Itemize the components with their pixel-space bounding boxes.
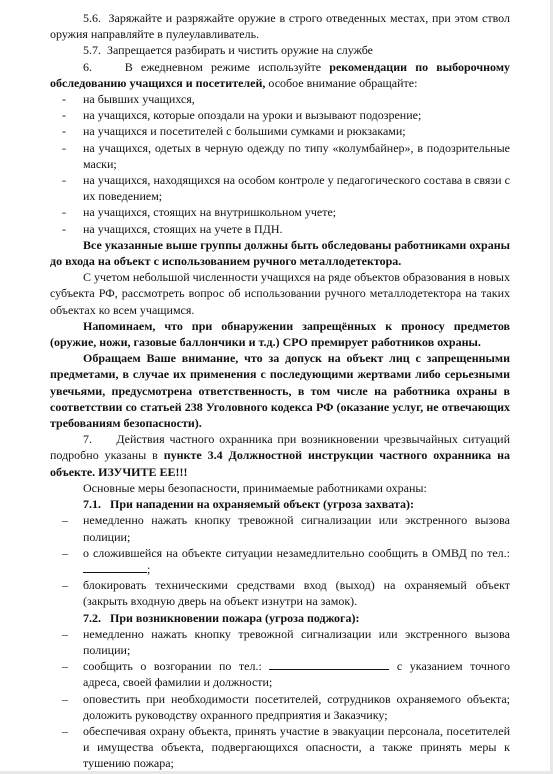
small-numbers-paragraph: С учетом небольшой численности учащихся на ряде объектов образования в новых субъекта РФ, рассмотреть вопрос об использовании ручного металлодетектора на таких объектах ко всем учащимся. (50, 270, 510, 317)
attention-list-item-text: на учащихся, стоящих на учете в ПДН. (83, 221, 283, 236)
bullet-marker: - (62, 140, 66, 155)
bonus-reminder: Напоминаем, что при обнаружении запрещённых к проносу предметов (оружие, ножи, газовые баллончики и т.д.) СРО премирует работников охраны. (50, 318, 510, 350)
paragraph-6 (50, 59, 510, 91)
paragraph-6-lead: 6. В ежедневном режиме используйте (83, 59, 330, 74)
dash-marker: – (62, 691, 68, 706)
attention-list-item (50, 107, 510, 123)
s72-item-3-text: оповестить при необходимости посетителей, сотрудников охраняемого объекта; доложить руководству охранного предприятия и Заказчику; (83, 691, 510, 722)
dash-marker: – (62, 545, 68, 560)
attention-list-item-text: на учащихся, одетых в черную одежду по типу «колумбайнер», в подозрительные маски; (83, 140, 510, 171)
dash-marker: – (62, 626, 68, 641)
bullet-marker: - (62, 108, 66, 123)
section-7-2-title: 7.2. При возникновении пожара (угроза поджога): (83, 610, 360, 625)
paragraph-6-bold: рекомендации по выборочному обследованию учащихся и посетителей, (50, 59, 510, 90)
s72-item-4 (50, 723, 510, 772)
s72-item-2-tail: с указанием точного адреса, своей фамилии и должности; (83, 659, 510, 690)
attention-list-item (50, 140, 510, 172)
attention-list-item-text: на учащихся, которые опоздали на уроки и вызывают подозрение; (83, 108, 422, 123)
s72-item-3 (50, 691, 510, 723)
s72-item-2-line (83, 658, 510, 690)
s71-item-1 (50, 512, 510, 544)
s72-item-4-text: обеспечивая охрану объекта, принять участие в эвакуации персонала, посетителей и имущества объекта, подвергающихся опасности, а также принять меры к тушению пожара; (83, 723, 510, 771)
attention-list-item-text: на учащихся, находящихся на особом контроле у педагогического состава в связи с их поведением; (83, 173, 510, 204)
basic-measures-heading: Основные меры безопасности, принимаемые работниками охраны: (83, 480, 427, 495)
dash-marker: – (62, 723, 68, 738)
paragraph-7-bold: пункте 3.4 Должностной инструкции частного охранника на объекте. ИЗУЧИТЕ ЕЕ!!! (50, 448, 510, 479)
bullet-marker: - (62, 92, 66, 107)
phone-blank-line (83, 562, 147, 573)
attention-list-item (50, 172, 510, 204)
liability-attention: Обращаем Ваше внимание, что за допуск на объект лиц с запрещенными предметами, в случае их применения с последующими жертвами либо серьезными увечьями, предусмотрена ответственность, в том числе на работника охраны в соответствии со статьей 238 Уголовного кодекса РФ (оказание услуг, не отвечающих требованиям безопасности). (50, 351, 510, 431)
s71-item-3 (50, 577, 510, 609)
bullet-marker: - (62, 221, 66, 236)
attention-list-item-text: на учащихся и посетителей с большими сумками и рюкзаками; (83, 124, 406, 139)
bullet-marker: - (62, 124, 66, 139)
s71-item-2 (50, 545, 510, 577)
s72-item-2 (50, 658, 510, 690)
groups-inspection-note: Все указанные выше группы должны быть обследованы работниками охраны до входа на объект с использованием ручного металлодетектора. (50, 237, 510, 269)
s71-item-2-line: о сложившейся на объекте ситуации незамедлительно сообщить в ОМВД по тел.: ; (83, 545, 510, 576)
section-7-1-title: 7.1. При нападении на охраняемый объект (угроза захвата): (83, 497, 415, 512)
dash-marker: – (62, 578, 68, 593)
attention-list-item (50, 123, 510, 139)
attention-list-item-text: на бывших учащихся, (83, 92, 195, 107)
s72-item-1-text: немедленно нажать кнопку тревожной сигнализации или экстренного вызова полиции; (83, 626, 510, 657)
document-body (50, 10, 510, 772)
s72-item-1 (50, 626, 510, 658)
s71-item-1-text: немедленно нажать кнопку тревожной сигнализации или экстренного вызова полиции; (83, 513, 510, 544)
dash-marker: – (62, 513, 68, 528)
paragraph-7-lead: 7. Действия частного охранника при возникновении чрезвычайных ситуаций подробно указаны в (50, 432, 510, 463)
s72-item-2-text: сообщить о возгорании по тел.: (83, 659, 262, 674)
attention-list (50, 91, 510, 237)
fire-phone-blank-line (269, 659, 389, 670)
s71-item-2-text: о сложившейся на объекте ситуации незамедлительно сообщить в ОМВД по тел.: (83, 545, 510, 560)
paragraph-5-7: 5.7. Запрещается разбирать и чистить оружие на службе (83, 43, 374, 58)
bullet-marker: - (62, 173, 66, 188)
paragraph-7 (50, 431, 510, 480)
bullet-marker: - (62, 205, 66, 220)
attention-list-item (50, 221, 510, 237)
paragraph-6-tail: особое внимание обращайте: (265, 75, 418, 90)
attention-list-item-text: на учащихся, стоящих на внутришкольном учете; (83, 205, 337, 220)
attention-list-item (50, 204, 510, 220)
attention-list-item (50, 91, 510, 107)
s71-item-3-text: блокировать техническими средствами вход (выход) на охраняемый объект (закрыть входную дверь на объект изнутри на замок). (83, 578, 510, 609)
dash-marker: – (62, 659, 68, 674)
paragraph-5-6: 5.6. Заряжайте и разряжайте оружие в строго отведенных местах, при этом ствол оружия направляйте в пулеулавливатель. (50, 11, 510, 42)
